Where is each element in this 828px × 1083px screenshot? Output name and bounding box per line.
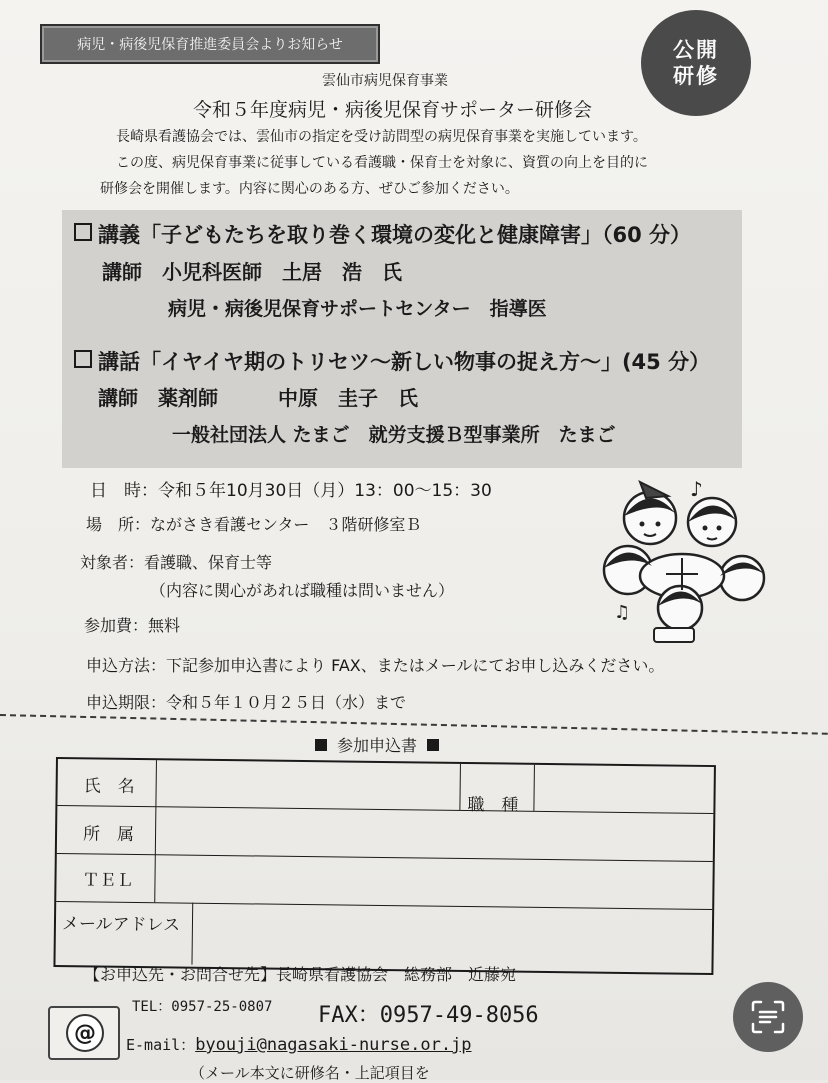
event-place: 場 所：ながさき看護センター ３階研修室Ｂ xyxy=(86,515,422,534)
application-form xyxy=(53,757,716,975)
intro-line-1: 長崎県看護協会では、雲仙市の指定を受け訪問型の病児保育事業を実施しています。 xyxy=(116,129,647,145)
email-link[interactable]: byouji@nagasaki-nurse.or.jp xyxy=(195,1035,472,1055)
form-label-affiliation: 所 属 xyxy=(82,824,135,845)
email-prefix: E-mail： xyxy=(126,1036,196,1054)
intro-line-3: 研修会を開催します。内容に関心のある方、ぜひご参加ください。 xyxy=(100,181,519,197)
lecture-1-title: 講義「子どもたちを取り巻く環境の変化と健康障害」（60 分） xyxy=(74,219,691,249)
checkbox-icon xyxy=(74,350,92,368)
event-target: 対象者：看護職、保育士等 xyxy=(80,553,273,572)
organizer-label: 雲仙市病児保育事業 xyxy=(322,73,448,89)
event-fee: 参加費：無料 xyxy=(84,616,181,635)
form-label-tel: ＴＥＬ xyxy=(82,870,134,891)
application-method: 申込方法：下記参加申込書により FAX、またはメールにてお申し込みください。 xyxy=(86,656,665,675)
application-form-title: 参加申込書 xyxy=(305,733,449,756)
badge-line1: 公開 xyxy=(673,38,719,62)
square-bullet-icon xyxy=(427,739,439,751)
form-label-email: メールアドレス xyxy=(61,914,181,936)
lecture-1-lecturer: 講師 小児科医師 土居 浩 氏 xyxy=(102,260,402,284)
contact-fax: FAX：0957-49-8056 xyxy=(318,1003,539,1028)
job-field[interactable] xyxy=(535,767,711,811)
svg-text:♪: ♪ xyxy=(690,478,703,501)
scan-text-button[interactable] xyxy=(733,982,803,1052)
contact-note: （メール本文に研修名・上記項目を xyxy=(190,1064,430,1082)
public-training-badge xyxy=(641,10,751,116)
lecture-1-affiliation: 病児・病後児保育サポートセンター 指導医 xyxy=(168,298,547,320)
at-sign-icon: @ xyxy=(66,1014,104,1052)
svg-text:♫: ♫ xyxy=(614,602,631,623)
contact-tel: TEL：0957-25-0807 xyxy=(132,999,273,1015)
cut-line xyxy=(0,714,828,735)
affiliation-field[interactable] xyxy=(157,808,711,859)
page-title: 令和５年度病児・病後児保育サポーター研修会 xyxy=(193,99,593,121)
event-target-note: （内容に関心があれば職種は問いません） xyxy=(150,581,455,600)
form-label-name: 氏 名 xyxy=(83,776,135,797)
form-label-job: 職 種 xyxy=(467,795,519,816)
children-illustration xyxy=(590,478,790,648)
contact-heading: 【お申込先・お問合せ先】長崎県看護協会 総務部 近藤宛 xyxy=(84,965,517,984)
lecture-2-affiliation: 一般社団法人 たまご 就労支援Ｂ型事業所 たまご xyxy=(172,424,616,446)
intro-line-2: この度、病児保育事業に従事している看護職・保育士を対象に、資質の向上を目的に xyxy=(116,155,648,171)
header-tag: 病児・病後児保育推進委員会よりお知らせ xyxy=(40,24,380,64)
event-date: 日 時：令和５年10月30日（月）13：00～15：30 xyxy=(90,481,492,501)
email-field[interactable] xyxy=(193,905,710,969)
contact-email-line xyxy=(126,1034,472,1055)
lecture-2-title: 講話「イヤイヤ期のトリセツ～新しい物事の捉え方～」(45 分） xyxy=(74,346,710,376)
lecture-2-lecturer: 講師 薬剤師 中原 圭子 氏 xyxy=(98,386,418,410)
square-bullet-icon xyxy=(315,739,327,751)
application-deadline: 申込期限：令和５年１０月２５日（水）まで xyxy=(86,693,407,712)
scan-text-icon xyxy=(750,999,786,1035)
badge-line2: 研修 xyxy=(673,64,719,88)
checkbox-icon xyxy=(74,223,92,241)
name-field[interactable] xyxy=(157,762,457,808)
tel-field[interactable] xyxy=(156,856,710,907)
